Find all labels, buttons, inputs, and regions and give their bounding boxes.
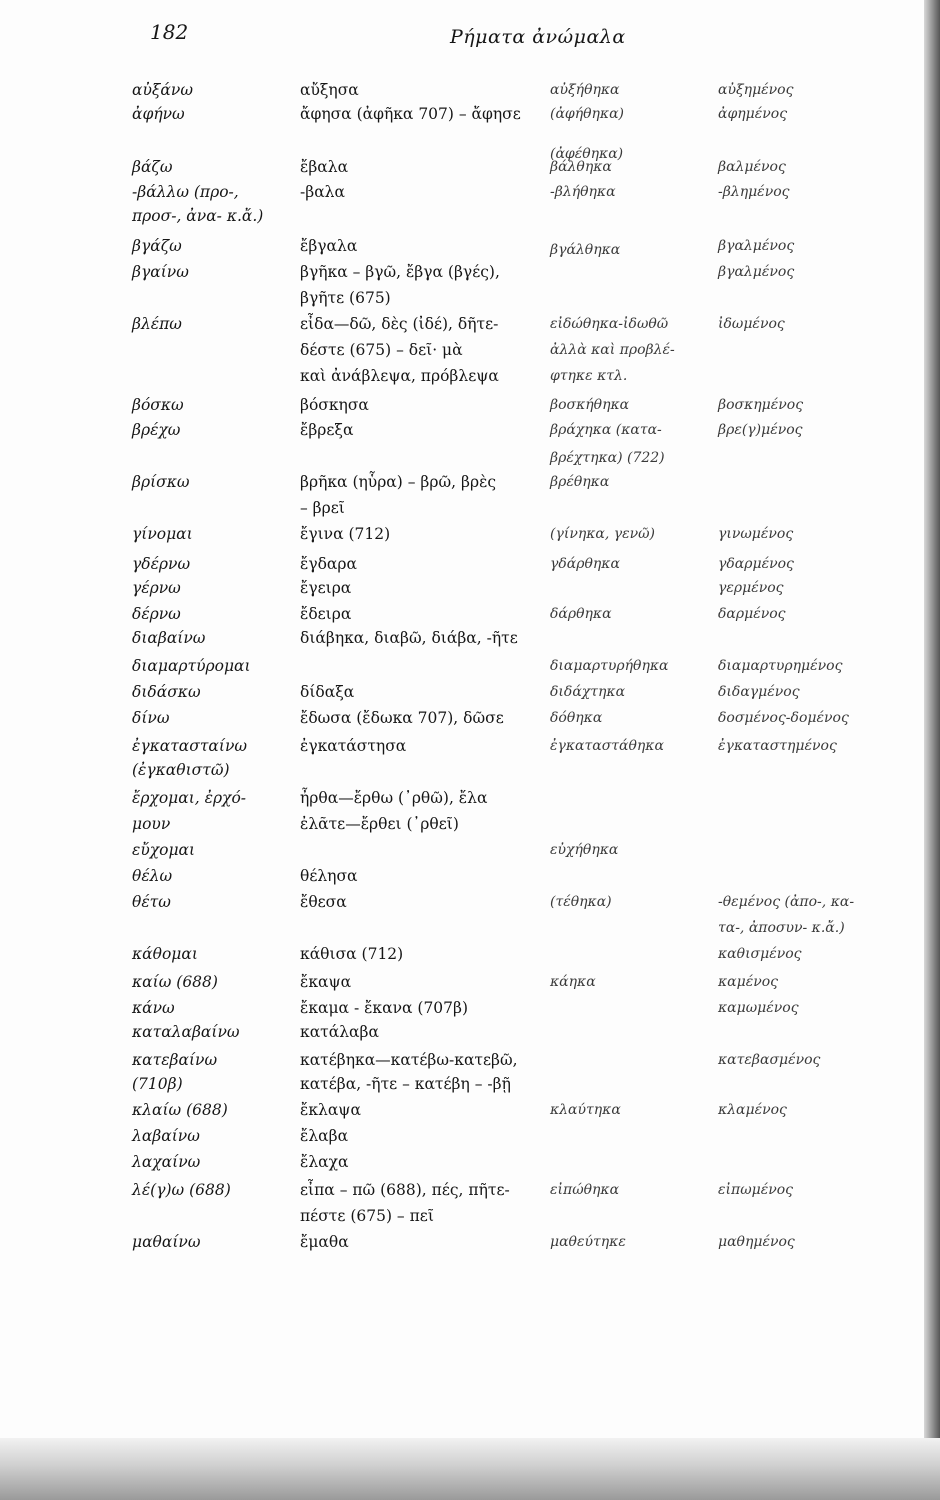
aorist-form: εἶδα—δῶ, δὲς (ἰδέ), δῆτε- — [300, 315, 499, 333]
aorist-form: εἶπα – πῶ (688), πές, πῆτε- — [300, 1181, 510, 1199]
aorist-form: ἐλᾶτε—ἔρθει (᾽ρθεῖ) — [300, 815, 459, 833]
aorist-form: ἔμαθα — [300, 1233, 349, 1251]
present-form: βγάζω — [132, 237, 182, 255]
present-form: ἀφήνω — [132, 105, 185, 123]
aorist-form: ἦρθα—ἔρθω (᾽ρθῶ), ἔλα — [300, 789, 488, 807]
present-form: διαμαρτύρομαι — [132, 657, 251, 675]
passive-aorist-form: διαμαρτυρήθηκα — [550, 658, 669, 674]
present-form: δέρνω — [132, 605, 181, 623]
participle-form: γδαρμένος — [718, 556, 794, 572]
aorist-form: ἔβαλα — [300, 158, 349, 176]
passive-aorist-form: δόθηκα — [550, 710, 603, 726]
participle-form: διαμαρτυρημένος — [718, 658, 843, 674]
aorist-form: ἐγκατάστησα — [300, 737, 407, 755]
present-form: προσ-, ἀνα- κ.ἄ.) — [132, 207, 264, 225]
aorist-form: ἔγινα (712) — [300, 525, 391, 543]
present-form: δίνω — [132, 709, 170, 727]
aorist-form: ἔδωσα (ἔδωκα 707), δῶσε — [300, 709, 504, 727]
present-form: ἔρχομαι, ἐρχό- — [132, 789, 247, 807]
present-form: γδέρνω — [132, 555, 191, 573]
participle-form: ἐγκαταστημένος — [718, 738, 837, 754]
aorist-form: θέλησα — [300, 867, 358, 885]
aorist-form: ἔβρεξα — [300, 421, 354, 439]
present-form: βάζω — [132, 158, 173, 176]
participle-form: βγαλμένος — [718, 238, 795, 254]
aorist-form: διάβηκα, διαβῶ, διάβα, -ῆτε — [300, 629, 518, 647]
aorist-form: ἔλαχα — [300, 1153, 349, 1171]
present-form: βρίσκω — [132, 473, 190, 491]
present-form: βρέχω — [132, 421, 181, 439]
present-form: θέλω — [132, 867, 173, 885]
participle-form: βρε(γ)μένος — [718, 422, 803, 438]
participle-form: κλαμένος — [718, 1102, 787, 1118]
present-form: αὐξάνω — [132, 81, 193, 99]
aorist-form: καὶ ἀνάβλεψα, πρόβλεψα — [300, 367, 499, 385]
aorist-form: βγῆτε (675) — [300, 289, 391, 307]
participle-form: γερμένος — [718, 580, 784, 596]
passive-aorist-form: κάηκα — [550, 974, 596, 990]
aorist-form: ἔκαψα — [300, 973, 352, 991]
passive-aorist-form: βγάλθηκα — [550, 242, 621, 258]
present-form: εὔχομαι — [132, 841, 196, 859]
present-form: διδάσκω — [132, 683, 201, 701]
aorist-form: κατάλαβα — [300, 1023, 379, 1041]
participle-form: βοσκημένος — [718, 397, 804, 413]
participle-form: αὐξημένος — [718, 82, 794, 98]
present-form: -βάλλω (προ-, — [132, 183, 239, 201]
passive-aorist-form: (τέθηκα) — [550, 894, 612, 910]
present-form: καταλαβαίνω — [132, 1023, 240, 1041]
present-form: γέρνω — [132, 579, 181, 597]
aorist-form: ἔλαβα — [300, 1127, 349, 1145]
passive-aorist-form: ἐγκαταστάθηκα — [550, 738, 664, 754]
present-form: θέτω — [132, 893, 171, 911]
aorist-form: ἔγειρα — [300, 579, 352, 597]
running-title: Ρήματα ἀνώμαλα — [450, 26, 626, 48]
present-form: λέ(γ)ω (688) — [132, 1181, 231, 1199]
present-form: μαθαίνω — [132, 1233, 201, 1251]
aorist-form: δέστε (675) – δεῖ· μὰ — [300, 341, 463, 359]
present-form: διαβαίνω — [132, 629, 206, 647]
passive-aorist-form: κλαύτηκα — [550, 1102, 621, 1118]
passive-aorist-form: εἰδώθηκα-ἰδωθῶ — [550, 316, 669, 332]
passive-aorist-form: φτηκε κτλ. — [550, 368, 628, 384]
present-form: βόσκω — [132, 396, 184, 414]
aorist-form: ἔκαμα - ἔκανα (707β) — [300, 999, 469, 1017]
passive-aorist-form: εὐχήθηκα — [550, 842, 619, 858]
present-form: γίνομαι — [132, 525, 193, 543]
present-form: λαβαίνω — [132, 1127, 200, 1145]
participle-form: καθισμένος — [718, 946, 802, 962]
passive-aorist-form: αὐξήθηκα — [550, 82, 620, 98]
aorist-form: -βαλα — [300, 183, 345, 201]
passive-aorist-form: δάρθηκα — [550, 606, 612, 622]
participle-form: καμωμένος — [718, 1000, 799, 1016]
participle-form: γινωμένος — [718, 526, 794, 542]
passive-aorist-form: (ἀφέθηκα) — [550, 146, 624, 162]
participle-form: κατεβασμένος — [718, 1052, 821, 1068]
aorist-form: κάθισα (712) — [300, 945, 404, 963]
participle-form: μαθημένος — [718, 1234, 795, 1250]
aorist-form: – βρεῖ — [300, 499, 345, 517]
present-form: ἐγκατασταίνω — [132, 737, 248, 755]
participle-form: δοσμένος-δομένος — [718, 710, 849, 726]
passive-aorist-form: βάλθηκα — [550, 159, 612, 175]
aorist-form: ἄφησα (ἀφῆκα 707) – ἄφησε — [300, 105, 521, 123]
aorist-form: ἔγδαρα — [300, 555, 357, 573]
aorist-form: ἔκλαψα — [300, 1101, 361, 1119]
participle-form: ἰδωμένος — [718, 316, 785, 332]
aorist-form: δίδαξα — [300, 683, 355, 701]
participle-form: δαρμένος — [718, 606, 786, 622]
passive-aorist-form: εἰπώθηκα — [550, 1182, 620, 1198]
present-form: κατεβαίνω — [132, 1051, 218, 1069]
present-form: μουν — [132, 815, 171, 833]
aorist-form: αὔξησα — [300, 81, 359, 99]
aorist-form: βόσκησα — [300, 396, 369, 414]
participle-form: -θεμένος (ἀπο-, κα- — [718, 894, 855, 910]
aorist-form: βγῆκα – βγῶ, ἔβγα (βγές), — [300, 263, 500, 281]
passive-aorist-form: (γίνηκα, γενῶ) — [550, 526, 656, 542]
participle-form: -βλημένος — [718, 184, 790, 200]
page-edge-shadow — [924, 0, 940, 1500]
passive-aorist-form: βράχηκα (κατα- — [550, 422, 662, 438]
participle-form: καμένος — [718, 974, 779, 990]
passive-aorist-form: ἀλλὰ καὶ προβλέ- — [550, 342, 675, 358]
page-number: 182 — [150, 20, 189, 44]
aorist-form: ἔθεσα — [300, 893, 347, 911]
aorist-form: κατέβα, -ῆτε – κατέβη – -βῇ — [300, 1075, 511, 1093]
passive-aorist-form: βρέθηκα — [550, 474, 610, 490]
present-form: (710β) — [132, 1075, 183, 1093]
page-bottom-shadow — [0, 1438, 940, 1500]
present-form: βλέπω — [132, 315, 182, 333]
passive-aorist-form: -βλήθηκα — [550, 184, 616, 200]
present-form: κάνω — [132, 999, 175, 1017]
passive-aorist-form: βοσκήθηκα — [550, 397, 630, 413]
participle-form: διδαγμένος — [718, 684, 800, 700]
aorist-form: ἔδειρα — [300, 605, 352, 623]
present-form: κάθομαι — [132, 945, 198, 963]
participle-form: βαλμένος — [718, 159, 786, 175]
present-form: (ἐγκαθιστῶ) — [132, 761, 230, 779]
present-form: κλαίω (688) — [132, 1101, 228, 1119]
participle-form: βγαλμένος — [718, 264, 795, 280]
participle-form: εἰπωμένος — [718, 1182, 794, 1198]
aorist-form: κατέβηκα—κατέβω-κατεβῶ, — [300, 1051, 518, 1069]
aorist-form: πέστε (675) – πεῖ — [300, 1207, 434, 1225]
present-form: λαχαίνω — [132, 1153, 201, 1171]
passive-aorist-form: βρέχτηκα) (722) — [550, 450, 665, 466]
aorist-form: βρῆκα (ηὗρα) – βρῶ, βρὲς — [300, 473, 497, 491]
passive-aorist-form: (ἀφήθηκα) — [550, 106, 625, 122]
participle-form: τα-, ἀποσυν- κ.ἄ.) — [718, 920, 845, 936]
passive-aorist-form: μαθεύτηκε — [550, 1234, 626, 1250]
aorist-form: ἔβγαλα — [300, 237, 358, 255]
passive-aorist-form: γδάρθηκα — [550, 556, 620, 572]
passive-aorist-form: διδάχτηκα — [550, 684, 626, 700]
participle-form: ἀφημένος — [718, 106, 788, 122]
present-form: καίω (688) — [132, 973, 218, 991]
present-form: βγαίνω — [132, 263, 189, 281]
